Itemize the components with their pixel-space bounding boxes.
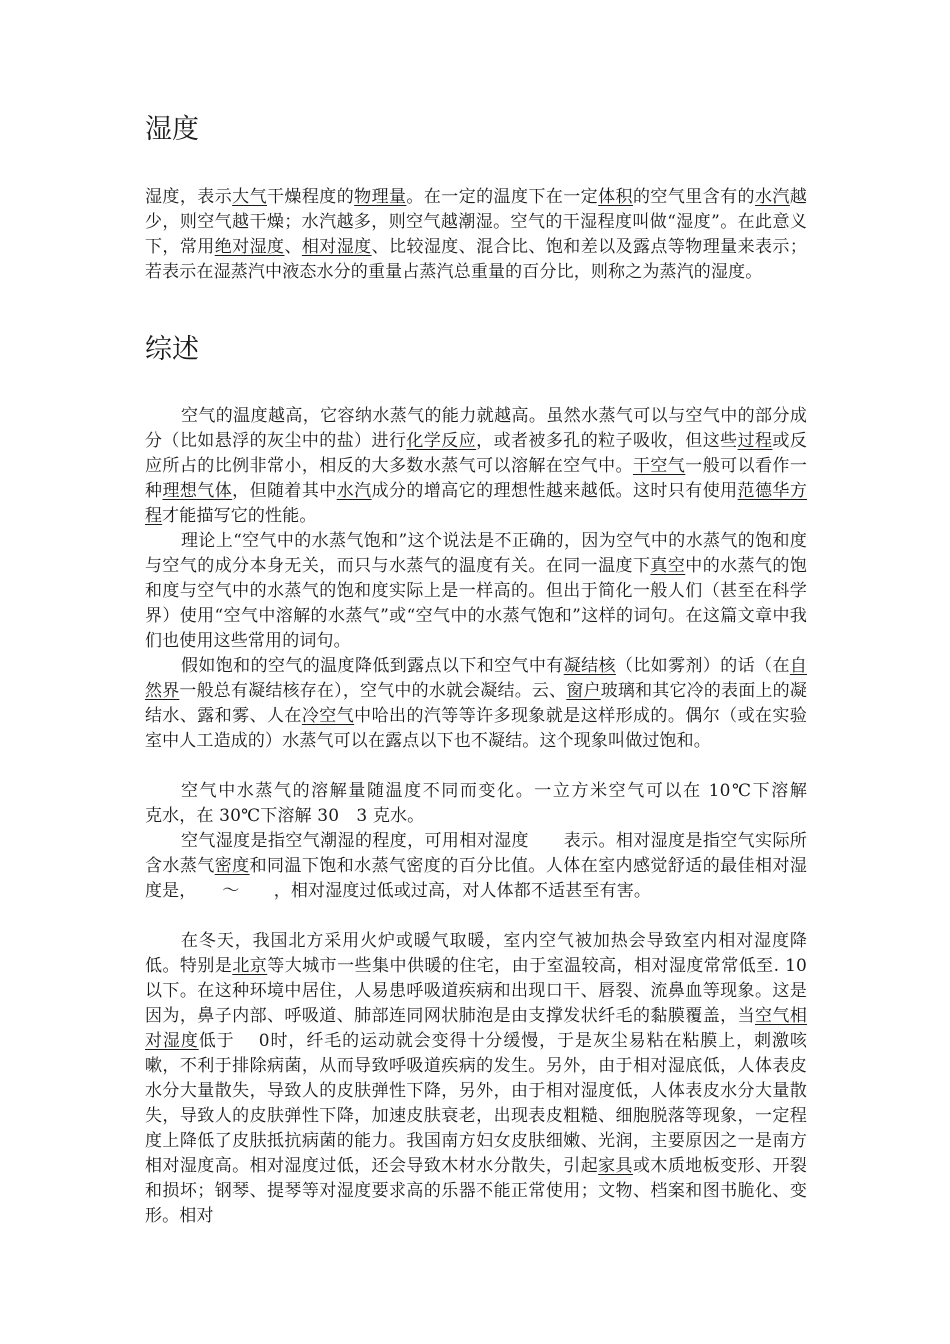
- link-vacuum[interactable]: 真空: [650, 556, 686, 576]
- link-wulilinag[interactable]: 物理量: [354, 187, 407, 207]
- link-ideal-gas[interactable]: 理想气体: [162, 481, 233, 501]
- link-furniture[interactable]: 家具: [598, 1156, 633, 1176]
- page-title: 湿度: [145, 114, 199, 145]
- link-dry-air[interactable]: 干空气: [632, 456, 686, 476]
- link-beijing[interactable]: 北京: [232, 956, 268, 976]
- link-tiji[interactable]: 体积: [598, 187, 633, 207]
- paragraph-comfort: 空气湿度是指空气潮湿的程度，可用相对湿度 表示。相对湿度是指空气实际所含水蒸气密度和同温下饱和水蒸气密度的百分比值。人体在室内感觉舒适的最佳相对湿度是， ～ ，相对湿度过低或过高，对人体都不适甚至有害。: [145, 831, 807, 901]
- link-shuiqi[interactable]: 水汽: [754, 187, 790, 207]
- link-chemical-reaction[interactable]: 化学反应: [406, 431, 477, 451]
- link-air-relative-humidity[interactable]: 空气相对湿度: [145, 1006, 808, 1051]
- link-water-vapor[interactable]: 水汽: [336, 481, 372, 501]
- paragraph-dissolution: 空气中水蒸气的溶解量随温度不同而变化。一立方米空气可以在 10℃下溶解 克水，在 30℃下溶解 30 3 克水。: [145, 781, 842, 826]
- section-heading-overview: 综述: [145, 334, 199, 365]
- link-van-der-waals[interactable]: 范德华方程: [145, 481, 807, 526]
- link-condensation-nucleus[interactable]: 凝结核: [563, 656, 616, 676]
- link-process[interactable]: 过程: [737, 431, 773, 451]
- paragraph-condensation: 假如饱和的空气的温度降低到露点以下和空气中有凝结核（比如雾剂）的话（在自然界一般总有凝结核存在），空气中的水就会凝结。云、窗户玻璃和其它冷的表面上的凝结水、露和雾、人在冷空气中哈出的汽等等许多现象就是这样形成的。偶尔（或在实验室中人工造成的）水蒸气可以在露点以下也不凝结。这个现象叫做过饱和。: [145, 656, 808, 751]
- paragraph-winter: 在冬天，我国北方采用火炉或暖气取暖，室内空气被加热会导致室内相对湿度降低。特别是北京等大城市一些集中供暖的住宅，由于室温较高，相对湿度常常低至. 10 以下。在这种环境中居住，人易患呼吸道疾病和出现口干、唇裂、流鼻血等现象。这是因为，鼻子内部、呼吸道、肺部连同网状肺泡是由支撑发状纤毛的黏膜覆盖，当空气相对湿度低于 0时，纤毛的运动就会变得十分缓慢，于是灰尘易粘在粘膜上，刺激咳嗽，不利于排除病菌，从而导致呼吸道疾病的发生。另外，由于相对湿底低，人体表皮水分大量散失，导致人的皮肤弹性下降，另外，由于相对湿度低，人体表皮水分大量散失，导致人的皮肤弹性下降，加速皮肤衰老，出现表皮粗糙、细胞脱落等现象，一定程度上降低了皮肤抵抗病菌的能力。我国南方妇女皮肤细嫩、光润，主要原因之一是南方相对湿度高。相对湿度过低，还会导致木材水分散失，引起家具或木质地板变形、开裂和损坏；钢琴、提琴等对湿度要求高的乐器不能正常使用；文物、档案和图书脆化、变形。相对: [145, 931, 808, 1226]
- paragraph-saturation: 理论上“空气中的水蒸气饱和”这个说法是不正确的，因为空气中的水蒸气的饱和度与空气的成分本身无关，而只与水蒸气的温度有关。在同一温度下真空中的水蒸气的饱和度与空气中的水蒸气的饱和度实际上是一样高的。但出于简化一般人们（甚至在科学界）使用“空气中溶解的水蒸气”或“空气中的水蒸气饱和”这样的词句。在这篇文章中我们也使用这些常用的词句。: [145, 531, 807, 651]
- link-daqi[interactable]: 大气: [232, 187, 267, 207]
- link-relative-humidity[interactable]: 相对湿度: [301, 237, 372, 257]
- link-cold-air[interactable]: 冷空气: [301, 706, 355, 726]
- intro-paragraph: 湿度，表示大气干燥程度的物理量。在一定的温度下在一定体积的空气里含有的水汽越少，则空气越干燥；水汽越多，则空气越潮湿。空气的干湿程度叫做“湿度”。在此意义下，常用绝对湿度、相对湿度、比较湿度、混合比、饱和差以及露点等物理量来表示；若表示在湿蒸汽中液态水分的重量占蒸汽总重量的百分比，则称之为蒸汽的湿度。: [145, 187, 808, 282]
- link-nature[interactable]: 自然界: [145, 656, 807, 701]
- link-density[interactable]: 密度: [214, 856, 250, 876]
- link-window[interactable]: 窗户: [566, 681, 601, 701]
- link-absolute-humidity[interactable]: 绝对湿度: [214, 237, 285, 257]
- paragraph-capacity: 空气的温度越高，它容纳水蒸气的能力就越高。虽然水蒸气可以与空气中的部分成分（比如悬浮的灰尘中的盐）进行化学反应，或者被多孔的粒子吸收，但这些过程或反应所占的比例非常小，相反的大多数水蒸气可以溶解在空气中。干空气一般可以看作一种理想气体，但随着其中水汽成分的增高它的理想性越来越低。这时只有使用范德华方程才能描写它的性能。: [145, 406, 807, 526]
